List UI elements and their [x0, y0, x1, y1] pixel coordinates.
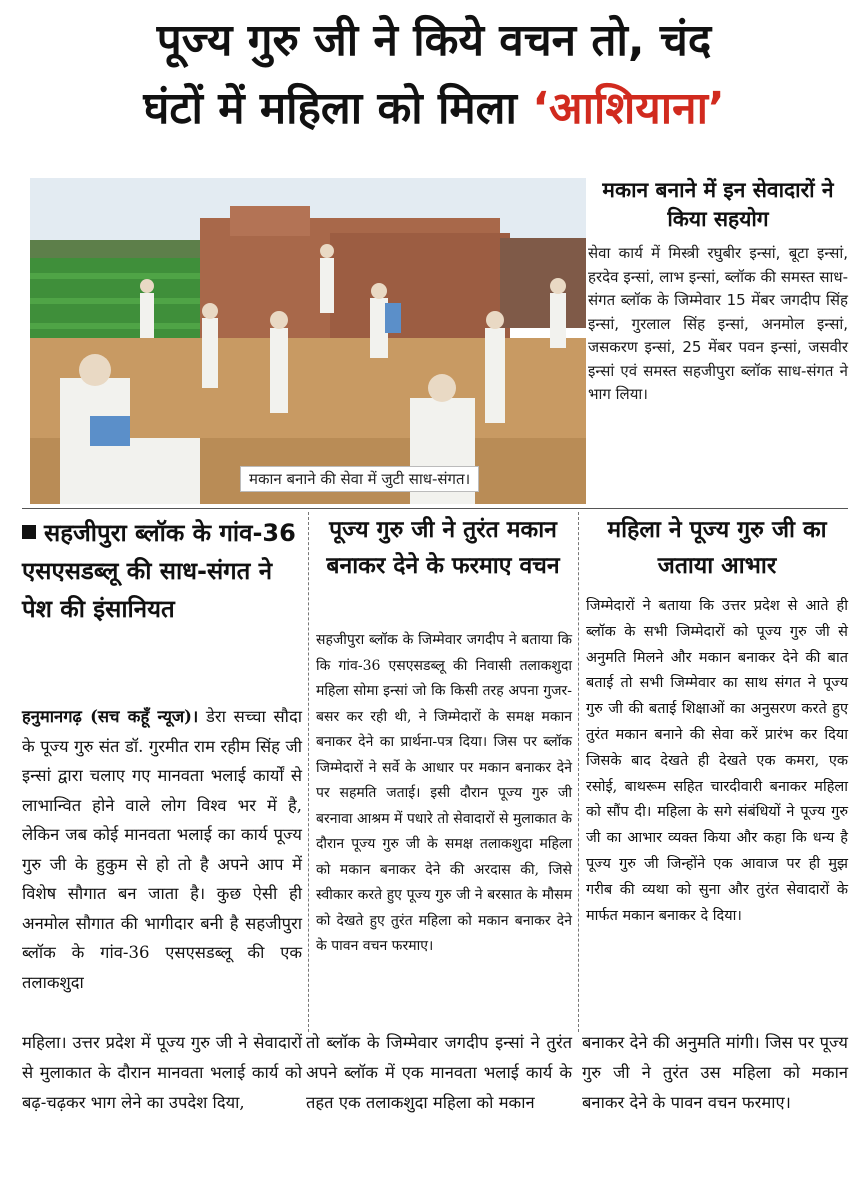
col1-body: डेरा सच्चा सौदा के पूज्य गुरु संत डॉ. गुरमीत राम रहीम सिंह जी इन्सां द्वारा चलाए गए मानवता भलाई कार्यों से लाभान्वित होने वाले लोग विश्व भर में है, लेकिन जब कोई मानवता भलाई का कार्य पूज्य गुरु जी के हुकुम से हो तो है अपने आप में विशेष सौगात बन जाता है। कुछ ऐसी ही अनमोल सौगात की भागीदार बनी है सहजीपुरा ब्लॉक के गांव-36 एसएसडब्लू की एक तलाकशुदा	[22, 707, 302, 992]
bullet-icon	[22, 525, 36, 539]
headline-highlight: ‘आशियाना’	[532, 83, 725, 134]
photo-caption: मकान बनाने की सेवा में जुटी साध-संगत।	[240, 466, 479, 492]
headline-line-2	[10, 82, 858, 136]
col1-heading: सहजीपुरा ब्लॉक के गांव-36 एसएसडब्लू की साध-संगत ने पेश की इंसानियत	[22, 519, 296, 623]
col1-body-block	[22, 702, 302, 997]
col1-dateline: हनुमानगढ़ (सच कहूँ न्यूज)।	[22, 707, 199, 726]
col2-body: सहजीपुरा ब्लॉक के जिम्मेवार जगदीप ने बताया कि कि गांव-36 एसएसडब्लू की निवासी तलाकशुदा महिला सोमा इन्सां जो कि किसी तरह अपना गुजर-बसर कर रही थी, ने जिम्मेदारों के समक्ष मकान बनाकर देने का प्रार्थना-पत्र दिया। जिस पर ब्लॉक जिम्मेदारों ने सर्वे के आधार पर मकान बनाकर देने पर सहमति जताई। इसी दौरान पूज्य गुरु जी बरनावा आश्रम में पधारे तो सेवादारों से मुलाकात के दौरान पूज्य गुरु जी के समक्ष तलाकशुदा महिला को मकान बनाकर देने की अरदास की, जिसे स्वीकार करते हुए पूज्य गुरु जी ने बरसात के मौसम को देखते हुए तुरंत महिला को मकान बनाकर देने के पावन वचन फरमाए।	[316, 632, 572, 954]
col3-bottom: बनाकर देने की अनुमति मांगी। जिस पर पूज्य गुरु जी ने तुरंत उस महिला को मकान बनाकर देने के पावन वचन फरमाए।	[582, 1033, 848, 1112]
sidebox-title: मकान बनाने में इन सेवादारों ने किया सहयोग	[602, 178, 834, 231]
col3-heading: महिला ने पूज्य गुरु जी का जताया आभार	[607, 517, 827, 579]
col1-bottom: महिला। उत्तर प्रदेश में पूज्य गुरु जी ने सेवादारों से मुलाकात के दौरान मानवता भलाई कार्य को बढ़-चढ़कर भाग लेने का उपदेश दिया,	[22, 1033, 302, 1112]
col1-heading-block	[22, 514, 300, 628]
col2-heading: पूज्य गुरु जी ने तुरंत मकान बनाकर देने के फरमाए वचन	[326, 517, 560, 579]
construction-scene-image	[30, 178, 586, 504]
section-divider	[22, 508, 848, 509]
headline	[10, 14, 858, 136]
news-photo	[30, 178, 586, 504]
col2-bottom: तो ब्लॉक के जिम्मेवार जगदीप इन्सां ने तुरंत अपने ब्लॉक में एक मानवता भलाई कार्य के तहत एक तलाकशुदा महिला को मकान	[306, 1033, 572, 1112]
headline-line-2-main: घंटों में महिला को मिला	[143, 83, 517, 134]
column-divider-1	[308, 512, 309, 1032]
headline-line-1: पूज्य गुरु जी ने किये वचन तो, चंद	[156, 15, 712, 66]
col3-body: जिम्मेदारों ने बताया कि उत्तर प्रदेश से आते ही ब्लॉक के सभी जिम्मेदारों को पूज्य गुरु जी से अनुमति मिलने और मकान बनाकर देने की बात बताई तो सभी जिम्मेवार का साथ संगत ने पूज्य गुरु जी की बताई शिक्षाओं का अनुसरण करते हुए तुरंत मकान बनाने की सेवा करें प्रारंभ कर दिया जिसके बाद देखते ही देखते एक कमरा, एक रसोई, बाथरूम सहित चारदीवारी बनाकर महिला को सौंप दी। महिला के सगे संबंधियों ने पूज्य गुरु जी का आभार व्यक्त किया और कहा कि धन्य है पूज्य गुरु जी जिन्होंने एक आवाज पर ही मुझ गरीब की व्यथा को सुना और तुरंत सेवादारों के मार्फत मकान बनाकर दे दिया।	[586, 598, 848, 924]
sidebox-body: सेवा कार्य में मिस्त्री रघुबीर इन्सां, बूटा इन्सां, हरदेव इन्सां, लाभ इन्सां, ब्लॉक की समस्त साध-संगत ब्लॉक के जिम्मेवार 15 मेंबर जगदीप सिंह इन्सां, गुरलाल सिंह इन्सां, अनमोल इन्सां, जसकरण इन्सां, 25 मेंबर पवन इन्सां, जसवीर इन्सां एवं समस्त सहजीपुरा ब्लॉक साध-संगत ने भाग लिया।	[588, 244, 848, 403]
sidebox	[588, 176, 848, 496]
column-divider-2	[578, 512, 579, 1032]
